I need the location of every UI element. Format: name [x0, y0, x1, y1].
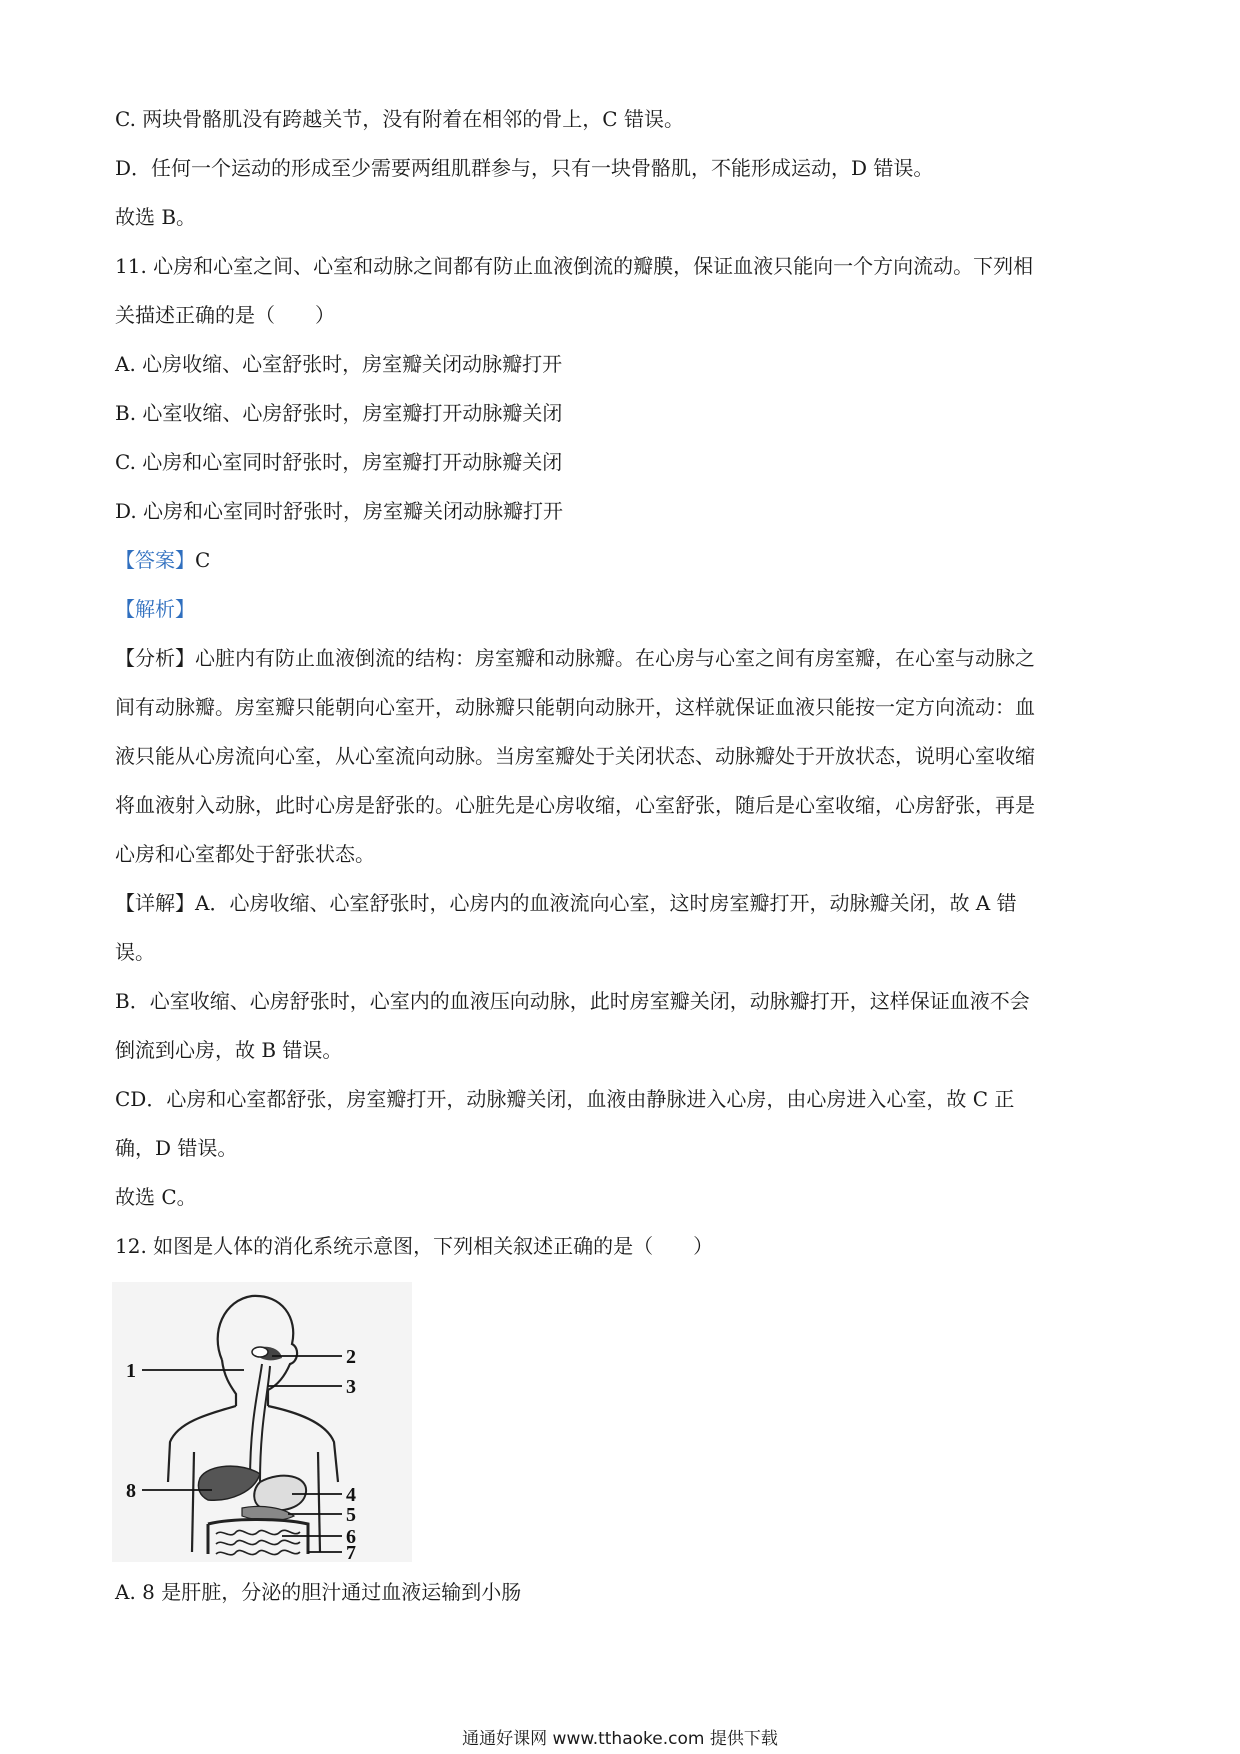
detail-line-6: 确，D 错误。 — [115, 1136, 238, 1160]
label-7: 7 — [346, 1542, 356, 1562]
analysis-line-5: 心房和心室都处于舒张状态。 — [115, 842, 375, 866]
q11-option-d: D. 心房和心室同时舒张时，房室瓣关闭动脉瓣打开 — [115, 499, 564, 523]
q11-conclusion: 故选 C。 — [115, 1185, 197, 1209]
detail-line-1: 【详解】A．心房收缩、心室舒张时，心房内的血液流向心室，这时房室瓣打开，动脉瓣关闭，故 A 错 — [115, 891, 1017, 915]
detail-line-2: 误。 — [115, 940, 155, 964]
answer-value: C — [195, 548, 211, 572]
detail-line-4: 倒流到心房，故 B 错误。 — [115, 1038, 343, 1062]
q11-option-c: C. 心房和心室同时舒张时，房室瓣打开动脉瓣关闭 — [115, 450, 563, 474]
digestive-system-diagram — [112, 1282, 412, 1562]
q11-option-b: B. 心室收缩、心房舒张时，房室瓣打开动脉瓣关闭 — [115, 401, 563, 425]
detail-line-3: B．心室收缩、心房舒张时，心室内的血液压向动脉，此时房室瓣关闭，动脉瓣打开，这样保证血液不会 — [115, 989, 1030, 1013]
q11-stem-line1: 11. 心房和心室之间、心室和动脉之间都有防止血液倒流的瓣膜，保证血液只能向一个方向流动。下列相 — [115, 254, 1034, 278]
q12-option-a: A. 8 是肝脏，分泌的胆汁通过血液运输到小肠 — [115, 1580, 522, 1604]
detail-line-5: CD．心房和心室都舒张，房室瓣打开，动脉瓣关闭，血液由静脉进入心房，由心房进入心室，故 C 正 — [115, 1087, 1015, 1111]
label-2: 2 — [346, 1346, 356, 1368]
label-8: 8 — [126, 1480, 136, 1502]
analysis-line-3: 液只能从心房流向心室，从心室流向动脉。当房室瓣处于关闭状态、动脉瓣处于开放状态，说明心室收缩 — [115, 744, 1035, 768]
label-4: 4 — [346, 1484, 356, 1506]
q12-stem: 12. 如图是人体的消化系统示意图，下列相关叙述正确的是（ ） — [115, 1234, 714, 1258]
page-footer: 通通好课网 www.tthaoke.com 提供下载 — [462, 1729, 778, 1749]
q11-option-a: A. 心房收缩、心室舒张时，房室瓣关闭动脉瓣打开 — [115, 352, 563, 376]
label-1: 1 — [126, 1360, 136, 1382]
label-5: 5 — [346, 1504, 356, 1526]
prev-conclusion: 故选 B。 — [115, 205, 197, 229]
prev-option-d: D．任何一个运动的形成至少需要两组肌群参与，只有一块骨骼肌，不能形成运动，D 错误。 — [115, 156, 934, 180]
analysis-line-1: 【分析】心脏内有防止血液倒流的结构：房室瓣和动脉瓣。在心房与心室之间有房室瓣，在心室与动脉之 — [115, 646, 1035, 670]
analysis-line-4: 将血液射入动脉，此时心房是舒张的。心脏先是心房收缩，心室舒张，随后是心室收缩，心房舒张，再是 — [115, 793, 1035, 817]
q11-answer — [115, 546, 210, 574]
prev-option-c: C. 两块骨骼肌没有跨越关节，没有附着在相邻的骨上，C 错误。 — [115, 107, 684, 131]
label-3: 3 — [346, 1376, 356, 1398]
q11-stem-line2: 关描述正确的是（ ） — [115, 303, 335, 327]
label-6: 6 — [346, 1526, 356, 1548]
analysis-line-2: 间有动脉瓣。房室瓣只能朝向心室开，动脉瓣只能朝向动脉开，这样就保证血液只能按一定方向流动：血 — [115, 695, 1035, 719]
stomach — [254, 1476, 306, 1511]
salivary-gland — [252, 1347, 268, 1357]
answer-tag: 【答案】 — [115, 548, 195, 572]
analysis-tag: 【解析】 — [115, 597, 195, 621]
digestive-system-figure — [112, 1282, 412, 1562]
